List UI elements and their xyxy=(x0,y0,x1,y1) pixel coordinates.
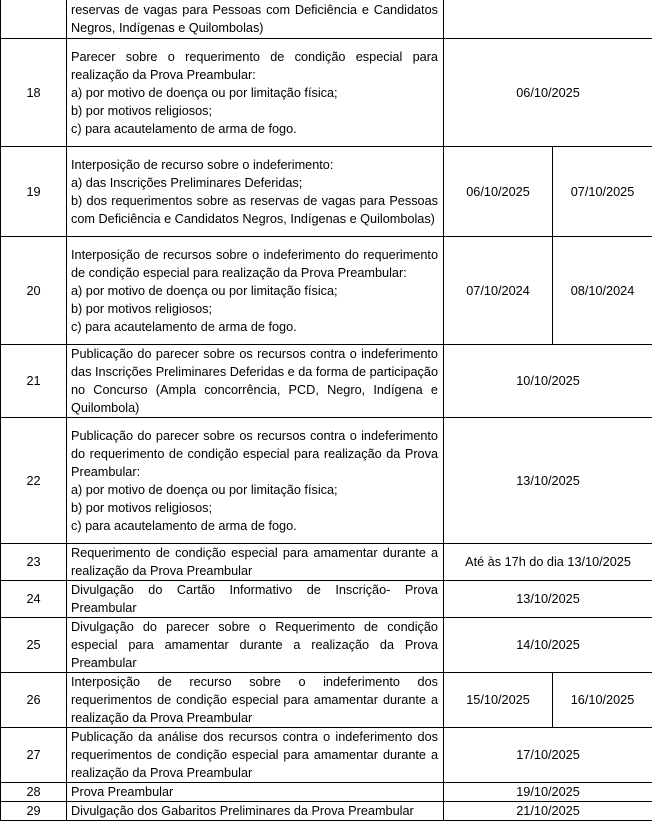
event-date: Até às 17h do dia 13/10/2025 xyxy=(444,544,652,581)
start-date: 07/10/2024 xyxy=(444,237,553,345)
start-date: 06/10/2025 xyxy=(444,147,553,237)
event-date: 13/10/2025 xyxy=(444,418,652,544)
table-row xyxy=(1,544,652,581)
table-row xyxy=(1,39,652,147)
event-description: Divulgação do parecer sobre o Requerimento de condição especial para amamentar durante a realização da Prova Preambular xyxy=(67,618,444,673)
event-date: 13/10/2025 xyxy=(444,581,652,618)
item-number: 27 xyxy=(1,728,67,783)
table-row xyxy=(1,728,652,783)
event-date: 19/10/2025 xyxy=(444,783,652,802)
event-description: Publicação do parecer sobre os recursos contra o indeferimento do requerimento de condição especial para realização da Prova Preambular: a) por motivo de doença ou por limitação física; b) por motivos religiosos; c) para acautelamento de arma de fogo. xyxy=(67,418,444,544)
table-row xyxy=(1,418,652,544)
item-number: 29 xyxy=(1,802,67,821)
table-row xyxy=(1,0,652,39)
event-description: Interposição de recursos sobre o indeferimento do requerimento de condição especial para realização da Prova Preambular: a) por motivo de doença ou por limitação física; b) por motivos religiosos; c) para acautelamento de arma de fogo. xyxy=(67,237,444,345)
table-row xyxy=(1,147,652,237)
table-row xyxy=(1,345,652,418)
item-number: 20 xyxy=(1,237,67,345)
table-row xyxy=(1,802,652,821)
event-description: Publicação da análise dos recursos contra o indeferimento dos requerimentos de condição especial para amamentar durante a realização da Prova Preambular xyxy=(67,728,444,783)
item-number: 23 xyxy=(1,544,67,581)
end-date: 08/10/2024 xyxy=(553,237,652,345)
event-description: Interposição de recurso sobre o indeferimento: a) das Inscrições Preliminares Deferidas; b) dos requerimentos sobre as reservas de vagas para Pessoas com Deficiência e Candidatos Negros, Indígenas e Quilombolas) xyxy=(67,147,444,237)
end-date: 16/10/2025 xyxy=(553,673,652,728)
event-date: 14/10/2025 xyxy=(444,618,652,673)
table-row xyxy=(1,673,652,728)
item-number: 28 xyxy=(1,783,67,802)
item-number xyxy=(1,0,67,39)
table-row xyxy=(1,618,652,673)
item-number: 24 xyxy=(1,581,67,618)
event-description: reservas de vagas para Pessoas com Deficiência e Candidatos Negros, Indígenas e Quilombolas) xyxy=(67,0,444,39)
table-row xyxy=(1,237,652,345)
item-number: 21 xyxy=(1,345,67,418)
end-date: 07/10/2025 xyxy=(553,147,652,237)
event-date: 21/10/2025 xyxy=(444,802,652,821)
event-description: Requerimento de condição especial para amamentar durante a realização da Prova Preambular xyxy=(67,544,444,581)
item-number: 25 xyxy=(1,618,67,673)
table-row xyxy=(1,581,652,618)
item-number: 18 xyxy=(1,39,67,147)
event-description: Interposição de recurso sobre o indeferimento dos requerimentos de condição especial para amamentar durante a realização da Prova Preambular xyxy=(67,673,444,728)
event-description: Prova Preambular xyxy=(67,783,444,802)
event-description: Parecer sobre o requerimento de condição especial para realização da Prova Preambular: a) por motivo de doença ou por limitação física; b) por motivos religiosos; c) para acautelamento de arma de fogo. xyxy=(67,39,444,147)
item-number: 19 xyxy=(1,147,67,237)
item-number: 26 xyxy=(1,673,67,728)
event-date: 06/10/2025 xyxy=(444,39,652,147)
event-description: Divulgação dos Gabaritos Preliminares da Prova Preambular xyxy=(67,802,444,821)
event-description: Publicação do parecer sobre os recursos contra o indeferimento das Inscrições Preliminares Deferidas e da forma de participação no Concurso (Ampla concorrência, PCD, Negro, Indígena e Quilombola) xyxy=(67,345,444,418)
table-row xyxy=(1,783,652,802)
event-date xyxy=(444,0,652,39)
item-number: 22 xyxy=(1,418,67,544)
event-date: 17/10/2025 xyxy=(444,728,652,783)
event-date: 10/10/2025 xyxy=(444,345,652,418)
event-description: Divulgação do Cartão Informativo de Inscrição- Prova Preambular xyxy=(67,581,444,618)
start-date: 15/10/2025 xyxy=(444,673,553,728)
